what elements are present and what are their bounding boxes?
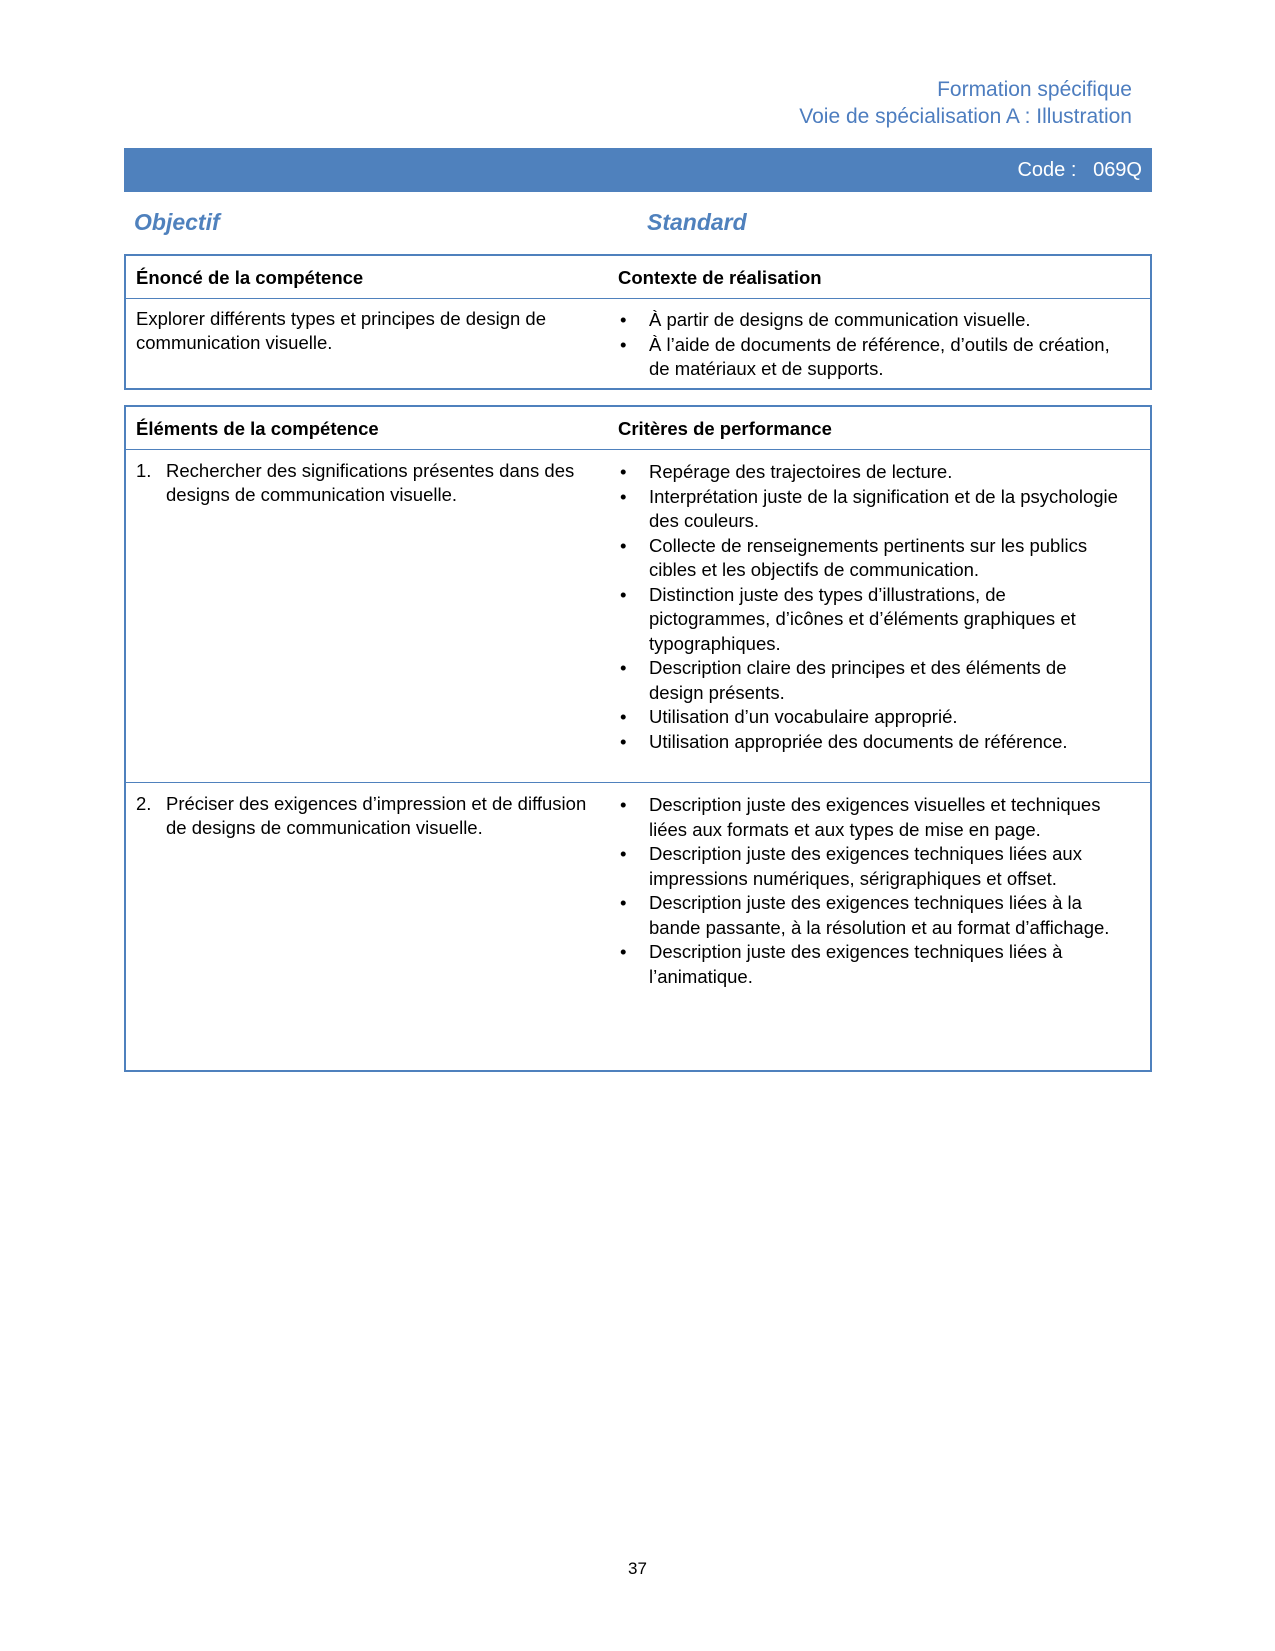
bullet-icon: • — [620, 730, 627, 752]
code-bar — [124, 148, 1152, 192]
table-row — [126, 450, 1150, 783]
element-text: Préciser des exigences d’impression et de diffusion de designs de communication visuelle. — [166, 793, 587, 838]
element-cell — [136, 459, 596, 507]
bullet-icon: • — [620, 657, 627, 678]
criteria-item: • Description juste des exigences techniques liées à l’animatique. — [620, 941, 1063, 987]
criteria-list — [618, 460, 1118, 754]
criteria-item: • Collecte de renseignements pertinents sur les publics cibles et les objectifs de communication. — [620, 534, 1088, 580]
table-row — [126, 783, 1150, 1068]
elements-table-header — [126, 407, 1150, 450]
criteria-item: • Interprétation juste de la signification et de la psychologie des couleurs. — [620, 485, 1118, 531]
element-number: 1. — [136, 460, 152, 481]
competence-header-right: Contexte de réalisation — [618, 267, 822, 288]
criteria-item: • Utilisation appropriée des documents de référence. — [618, 730, 1118, 755]
element-cell — [136, 792, 606, 840]
criteria-item: • Description juste des exigences techniques liées aux impressions numériques, sérigraphiques et offset. — [620, 843, 1082, 889]
page-number: 37 — [628, 1559, 647, 1578]
context-list — [618, 308, 1118, 382]
bullet-icon: • — [620, 843, 627, 864]
criteria-item: • Utilisation d’un vocabulaire approprié. — [618, 705, 1118, 730]
standard-title: Standard — [647, 209, 747, 235]
element-number: 2. — [136, 793, 152, 814]
section-titles — [134, 209, 1152, 236]
bullet-icon: • — [620, 892, 627, 913]
bullet-icon: • — [620, 706, 627, 727]
criteria-item: • Repérage des trajectoires de lecture. — [618, 460, 1118, 485]
code-label: Code : 069Q — [1017, 158, 1142, 181]
criteria-item: • Description juste des exigences visuelles et techniques liées aux formats et aux types de mise en page. — [620, 794, 1101, 840]
criteria-item: • Distinction juste des types d’illustrations, de pictogrammes, d’icônes et d’éléments graphiques et typographiques. — [620, 583, 1076, 654]
competence-statement: Explorer différents types et principes de design de communication visuelle. — [136, 308, 546, 353]
criteria-item: • Description claire des principes et des éléments de design présents. — [620, 657, 1067, 703]
competence-table-body — [126, 299, 1150, 387]
criteria-list — [618, 793, 1118, 989]
competence-table-header — [126, 256, 1150, 299]
context-item: • À partir de designs de communication visuelle. — [618, 308, 1118, 333]
bullet-icon: • — [620, 534, 627, 556]
bullet-icon: • — [620, 941, 627, 962]
criteria-item: • Description juste des exigences techniques liées à la bande passante, à la résolution et au format d’affichage. — [620, 892, 1110, 938]
bullet-icon: • — [620, 461, 627, 482]
competence-header-left: Énoncé de la compétence — [136, 267, 364, 288]
document-header — [799, 76, 1132, 130]
bullet-icon: • — [620, 583, 627, 605]
elements-header-right: Critères de performance — [618, 418, 832, 439]
header-line-2: Voie de spécialisation A : Illustration — [799, 105, 1132, 128]
elements-table — [124, 405, 1152, 1072]
objectif-title: Objectif — [134, 209, 220, 235]
bullet-icon: • — [620, 485, 627, 507]
bullet-icon: • — [620, 309, 627, 330]
header-line-1: Formation spécifique — [937, 78, 1132, 101]
bullet-icon: • — [620, 794, 627, 815]
element-text: Rechercher des significations présentes dans des designs de communication visuelle. — [166, 460, 575, 505]
bullet-icon: • — [620, 333, 627, 355]
competence-table — [124, 254, 1152, 390]
context-item: • À l’aide de documents de référence, d’outils de création, de matériaux et de supports. — [620, 333, 1110, 379]
elements-header-left: Éléments de la compétence — [136, 418, 379, 439]
